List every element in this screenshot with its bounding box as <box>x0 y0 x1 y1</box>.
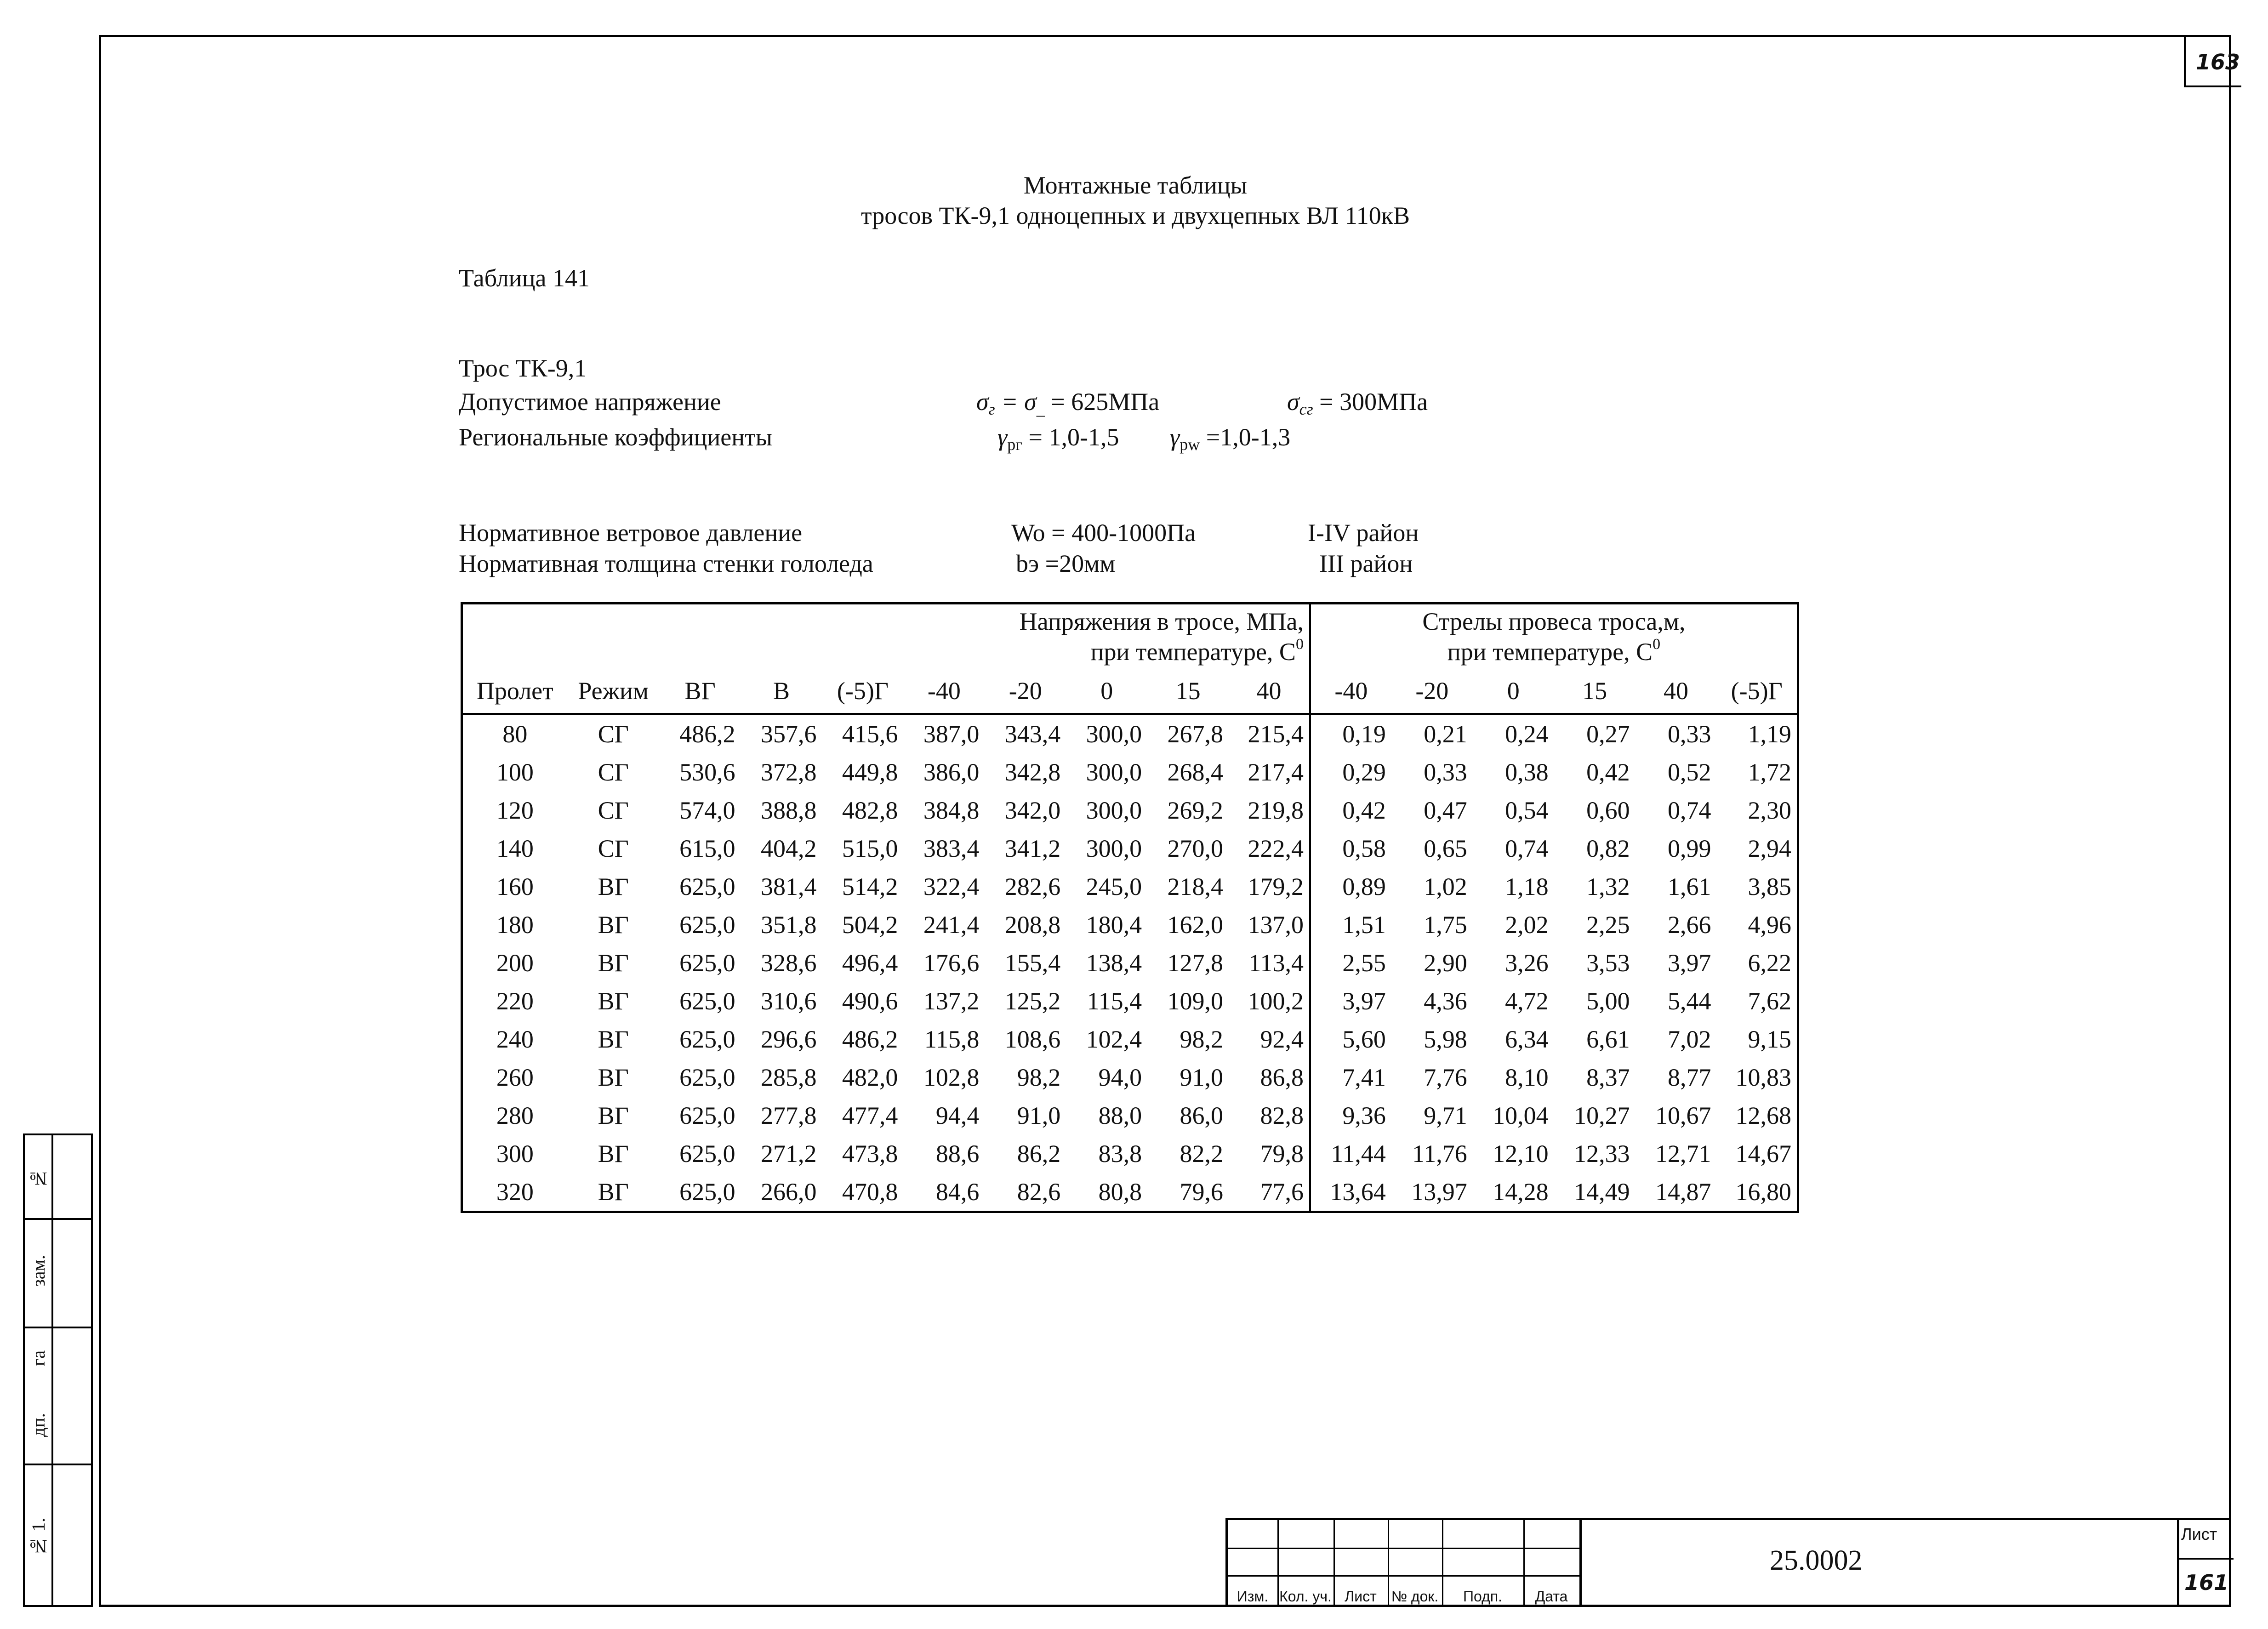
sag-cell: 14,67 <box>1735 1139 1791 1168</box>
stress-cell: 91,0 <box>1180 1063 1224 1091</box>
stress-cell: 342,8 <box>1004 758 1061 786</box>
col-header: 0 <box>1066 669 1147 714</box>
sag-cell: 6,34 <box>1505 1025 1549 1053</box>
stress-cell: 277,8 <box>761 1101 817 1129</box>
stress-cell: 208,8 <box>1004 911 1061 939</box>
col-header: Пролет <box>462 669 567 714</box>
sag-cell: 1,72 <box>1748 758 1791 786</box>
sag-cell: 12,68 <box>1735 1101 1791 1129</box>
stress-cell: 341,2 <box>1004 834 1061 862</box>
sag-cell: 1,32 <box>1586 872 1630 900</box>
stress-cell: 473,8 <box>842 1139 898 1168</box>
span-cell: 100 <box>496 758 534 786</box>
stress-cell: 79,6 <box>1180 1178 1224 1206</box>
sag-cell: 0,74 <box>1667 796 1711 824</box>
sheet-label: Лист <box>2181 1525 2217 1544</box>
document-title <box>552 170 1719 231</box>
side-label: дп. <box>28 1413 49 1437</box>
stress-cell: 77,6 <box>1260 1178 1304 1206</box>
col-header: 0 <box>1473 669 1554 714</box>
stress-cell: 155,4 <box>1004 949 1061 977</box>
stress-cell: 381,4 <box>761 872 817 900</box>
table-row <box>462 829 1798 867</box>
col-header: -40 <box>1310 669 1391 714</box>
span-cell: 140 <box>496 834 534 862</box>
col-header: 40 <box>1229 669 1310 714</box>
stress-cell: 351,8 <box>761 911 817 939</box>
sag-cell: 16,80 <box>1735 1178 1791 1206</box>
sag-cell: 0,27 <box>1586 720 1630 748</box>
stress-cell: 115,8 <box>924 1025 980 1053</box>
mode-cell: ВГ <box>598 1178 629 1206</box>
stress-cell: 180,4 <box>1086 911 1142 939</box>
stress-cell: 222,4 <box>1248 834 1304 862</box>
stress-cell: 125,2 <box>1004 987 1061 1015</box>
sag-cell: 8,10 <box>1505 1063 1549 1091</box>
sag-group-header: Стрелы провеса троса,м, при температуре, $С^0$ <box>1310 604 1798 669</box>
title-line-1: Монтажные таблицы <box>1023 171 1248 199</box>
wind-pressure-value: Wo = 400-1000Па <box>1011 519 1196 547</box>
group-header-row <box>462 604 1798 669</box>
stress-cell: 625,0 <box>679 872 735 900</box>
stress-group-header: Напряжения в тросе, МПа, при температуре, $С^0$ <box>1019 608 1304 666</box>
title-block-col-doc: № док. <box>1391 1588 1439 1605</box>
stress-cell: 625,0 <box>679 1178 735 1206</box>
col-header: В <box>741 669 822 714</box>
sag-cell: 10,27 <box>1574 1101 1630 1129</box>
stress-cell: 82,6 <box>1017 1178 1061 1206</box>
col-header: 40 <box>1635 669 1717 714</box>
sag-cell: 13,97 <box>1411 1178 1467 1206</box>
sag-cell: 0,65 <box>1424 834 1467 862</box>
stress-cell: 108,6 <box>1004 1025 1061 1053</box>
side-label: № 1. <box>28 1518 49 1557</box>
mode-cell: ВГ <box>598 1063 629 1091</box>
sag-cell: 0,24 <box>1505 720 1549 748</box>
stress-cell: 138,4 <box>1086 949 1142 977</box>
sag-cell: 14,87 <box>1655 1178 1711 1206</box>
stress-cell: 92,4 <box>1260 1025 1304 1053</box>
sag-cell: 3,53 <box>1586 949 1630 977</box>
sag-cell: 0,47 <box>1424 796 1467 824</box>
sag-cell: 9,15 <box>1748 1025 1791 1053</box>
sag-cell: 3,97 <box>1310 982 1391 1020</box>
sag-cell: 6,61 <box>1586 1025 1630 1053</box>
sag-cell: 1,75 <box>1424 911 1467 939</box>
stress-cell: 215,4 <box>1248 720 1304 748</box>
stress-cell: 415,6 <box>842 720 898 748</box>
stress-cell: 300,0 <box>1086 758 1142 786</box>
sag-cell: 12,71 <box>1655 1139 1711 1168</box>
sag-cell: 11,76 <box>1412 1139 1467 1168</box>
stress-cell: 477,4 <box>842 1101 898 1129</box>
stress-cell: 496,4 <box>842 949 898 977</box>
sag-cell: 2,30 <box>1748 796 1791 824</box>
col-header: -20 <box>1391 669 1473 714</box>
col-header: Режим <box>567 669 660 714</box>
stress-cell: 218,4 <box>1167 872 1224 900</box>
sag-cell: 0,89 <box>1310 867 1391 906</box>
stress-cell: 625,0 <box>679 1063 735 1091</box>
allowed-stress-formula: $\sigma_г = \sigma_{\_} = 625МПа$ <box>976 388 1160 418</box>
stress-cell: 98,2 <box>1180 1025 1224 1053</box>
table-row <box>462 1096 1798 1134</box>
stress-cell: 102,8 <box>923 1063 980 1091</box>
table-row <box>462 1134 1798 1173</box>
stress-cell: 137,2 <box>923 987 980 1015</box>
stress-cell: 82,2 <box>1180 1139 1224 1168</box>
stress-cell: 490,6 <box>842 987 898 1015</box>
stress-cell: 84,6 <box>935 1178 980 1206</box>
sag-cell: 8,77 <box>1667 1063 1711 1091</box>
sag-cell: 5,98 <box>1424 1025 1467 1053</box>
sag-cell: 0,74 <box>1505 834 1549 862</box>
sag-cell: 0,82 <box>1586 834 1630 862</box>
stress-cell: 615,0 <box>679 834 735 862</box>
span-cell: 300 <box>496 1139 534 1168</box>
stress-cell: 486,2 <box>842 1025 898 1053</box>
table-row <box>462 906 1798 944</box>
sag-cell: 0,42 <box>1586 758 1630 786</box>
stress-cell: 388,8 <box>761 796 817 824</box>
stress-cell: 271,2 <box>761 1139 817 1168</box>
sag-cell: 6,22 <box>1748 949 1791 977</box>
stress-cell: 282,6 <box>1004 872 1061 900</box>
mode-cell: ВГ <box>598 872 629 900</box>
stress-cell: 328,6 <box>761 949 817 977</box>
sag-cell: 0,29 <box>1310 753 1391 791</box>
mode-cell: СГ <box>598 758 629 786</box>
sag-cell: 0,42 <box>1310 791 1391 829</box>
sag-cell: 4,96 <box>1748 911 1791 939</box>
stress-cell: 404,2 <box>761 834 817 862</box>
sag-cell: 0,60 <box>1586 796 1630 824</box>
stress-cell: 91,0 <box>1017 1101 1061 1129</box>
stress-cell: 86,2 <box>1017 1139 1061 1168</box>
sag-cell: 9,36 <box>1310 1096 1391 1134</box>
column-header-row <box>462 669 1798 714</box>
stress-cell: 322,4 <box>923 872 980 900</box>
sag-cell: 10,04 <box>1493 1101 1549 1129</box>
span-cell: 220 <box>496 987 534 1015</box>
sag-cell: 1,61 <box>1667 872 1711 900</box>
span-cell: 80 <box>502 720 528 748</box>
stress-cell: 179,2 <box>1248 872 1304 900</box>
span-cell: 160 <box>496 872 534 900</box>
stress-cell: 482,8 <box>842 796 898 824</box>
sag-cell: 2,55 <box>1310 944 1391 982</box>
stress-cell: 372,8 <box>761 758 817 786</box>
mode-cell: ВГ <box>598 1139 629 1168</box>
mode-cell: СГ <box>598 834 629 862</box>
stress-cell: 310,6 <box>761 987 817 1015</box>
mode-cell: ВГ <box>598 1101 629 1129</box>
sag-cell: 9,71 <box>1424 1101 1467 1129</box>
stress-cell: 300,0 <box>1086 796 1142 824</box>
sag-cell: 11,44 <box>1310 1134 1391 1173</box>
stress-cell: 486,2 <box>679 720 735 748</box>
stress-cell: 176,6 <box>923 949 980 977</box>
sag-cell: 0,33 <box>1424 758 1467 786</box>
side-stamp <box>23 1133 93 1607</box>
page-number-bottom: 161 <box>2184 1570 2229 1595</box>
stress-cell: 102,4 <box>1086 1025 1142 1053</box>
table-row <box>462 1020 1798 1058</box>
table-row <box>462 1058 1798 1096</box>
sag-cell: 5,60 <box>1310 1020 1391 1058</box>
title-block-col-kol: Кол. уч. <box>1279 1588 1332 1605</box>
sag-cell: 0,58 <box>1310 829 1391 867</box>
sag-cell: 0,33 <box>1667 720 1711 748</box>
stress-cell: 482,0 <box>842 1063 898 1091</box>
stress-cell: 625,0 <box>679 1139 735 1168</box>
col-header: ВГ <box>660 669 741 714</box>
side-label: зам. <box>28 1255 49 1287</box>
ice-thickness-value: bэ =20мм <box>1016 550 1116 577</box>
stress-cell: 88,0 <box>1098 1101 1142 1129</box>
stress-cell: 267,8 <box>1167 720 1224 748</box>
page-number-top: 163 <box>2196 50 2240 74</box>
col-header: -40 <box>903 669 985 714</box>
table-row <box>462 1173 1798 1212</box>
col-header: 15 <box>1147 669 1229 714</box>
sag-cell: 5,44 <box>1667 987 1711 1015</box>
table-row <box>462 944 1798 982</box>
stress-cell: 625,0 <box>679 911 735 939</box>
span-cell: 180 <box>496 911 534 939</box>
stress-cell: 449,8 <box>842 758 898 786</box>
stress-cell: 219,8 <box>1248 796 1304 824</box>
sag-cell: 0,52 <box>1667 758 1711 786</box>
stress-cell: 113,4 <box>1248 949 1304 977</box>
sag-cell: 0,99 <box>1667 834 1711 862</box>
stress-cell: 115,4 <box>1087 987 1142 1015</box>
ice-region: III район <box>1319 550 1413 577</box>
col-header: 15 <box>1554 669 1635 714</box>
stress-cell: 83,8 <box>1098 1139 1142 1168</box>
stress-cell: 86,8 <box>1260 1063 1304 1091</box>
stress-cell: 386,0 <box>923 758 980 786</box>
stress-cell: 515,0 <box>842 834 898 862</box>
stress-cell: 387,0 <box>923 720 980 748</box>
stress-cell: 574,0 <box>679 796 735 824</box>
title-block-col-podp: Подп. <box>1463 1588 1502 1605</box>
sag-cell: 13,64 <box>1310 1173 1391 1212</box>
sag-cell: 0,21 <box>1424 720 1467 748</box>
mounting-table <box>461 602 1799 1213</box>
table-label: Таблица 141 <box>459 264 590 292</box>
stress-cell: 88,6 <box>935 1139 980 1168</box>
stress-cell: 342,0 <box>1004 796 1061 824</box>
sag-cell: 2,66 <box>1667 911 1711 939</box>
title-block <box>1225 1518 2231 1607</box>
stress-cell: 270,0 <box>1167 834 1224 862</box>
mode-cell: СГ <box>598 796 629 824</box>
span-cell: 260 <box>496 1063 534 1091</box>
stress-cell: 82,8 <box>1260 1101 1304 1129</box>
title-line-2: тросов ТК-9,1 одноцепных и двухцепных ВЛ 110кВ <box>860 202 1410 229</box>
sag-cell: 10,83 <box>1735 1063 1791 1091</box>
stress-cell: 296,6 <box>761 1025 817 1053</box>
page-number-box-top <box>2184 37 2241 87</box>
stress-cell: 470,8 <box>842 1178 898 1206</box>
regional-coef-label: Региональные коэффициенты <box>459 423 773 451</box>
stress-cell: 625,0 <box>679 949 735 977</box>
sag-cell: 5,00 <box>1586 987 1630 1015</box>
sag-cell: 7,62 <box>1748 987 1791 1015</box>
side-label: га <box>28 1350 49 1367</box>
sag-cell: 4,72 <box>1505 987 1549 1015</box>
sag-cell: 1,02 <box>1424 872 1467 900</box>
sag-cell: 3,97 <box>1667 949 1711 977</box>
stress-cell: 162,0 <box>1167 911 1224 939</box>
sag-cell: 14,49 <box>1574 1178 1630 1206</box>
table-row <box>462 791 1798 829</box>
span-cell: 120 <box>496 796 534 824</box>
stress-cell: 300,0 <box>1086 834 1142 862</box>
ice-thickness-label: Нормативная толщина стенки гололеда <box>459 550 873 577</box>
mode-cell: ВГ <box>598 911 629 939</box>
sag-cell: 7,41 <box>1310 1058 1391 1096</box>
sag-cell: 2,25 <box>1586 911 1630 939</box>
table-body <box>462 714 1798 1212</box>
stress-cell: 86,0 <box>1180 1101 1224 1129</box>
stress-cell: 357,6 <box>761 720 817 748</box>
stress-cell: 137,0 <box>1248 911 1304 939</box>
sag-cell: 7,02 <box>1667 1025 1711 1053</box>
mode-cell: ВГ <box>598 1025 629 1053</box>
stress-cell: 79,8 <box>1260 1139 1304 1168</box>
sag-cell: 14,28 <box>1493 1178 1549 1206</box>
mode-cell: ВГ <box>598 949 629 977</box>
stress-cell: 245,0 <box>1086 872 1142 900</box>
stress-cell: 285,8 <box>761 1063 817 1091</box>
sag-cell: 3,85 <box>1748 872 1791 900</box>
mode-cell: СГ <box>598 720 629 748</box>
sag-cell: 0,19 <box>1310 714 1391 753</box>
document-code: 25.0002 <box>1770 1545 1863 1576</box>
sag-cell: 7,76 <box>1424 1063 1467 1091</box>
stress-cell: 94,4 <box>935 1101 980 1129</box>
critical-stress-formula: $\sigma_{сг} = 300МПа$ <box>1287 388 1428 418</box>
table-row <box>462 714 1798 753</box>
sag-cell: 8,37 <box>1586 1063 1630 1091</box>
sag-cell: 1,18 <box>1505 872 1549 900</box>
table-row <box>462 867 1798 906</box>
stress-cell: 383,4 <box>923 834 980 862</box>
stress-cell: 625,0 <box>679 1101 735 1129</box>
stress-cell: 100,2 <box>1248 987 1304 1015</box>
sag-cell: 0,54 <box>1505 796 1549 824</box>
sag-cell: 10,67 <box>1655 1101 1711 1129</box>
col-header: (-5)Г <box>822 669 904 714</box>
allowed-stress-label: Допустимое напряжение <box>459 388 721 416</box>
sag-cell: 12,33 <box>1574 1139 1630 1168</box>
cable-name: Трос ТК-9,1 <box>459 354 587 382</box>
sag-cell: 0,38 <box>1505 758 1549 786</box>
stress-cell: 504,2 <box>842 911 898 939</box>
stress-cell: 98,2 <box>1017 1063 1061 1091</box>
sag-cell: 2,94 <box>1748 834 1791 862</box>
sag-cell: 2,02 <box>1505 911 1549 939</box>
col-header: -20 <box>985 669 1066 714</box>
sag-cell: 12,10 <box>1493 1139 1549 1168</box>
stress-cell: 109,0 <box>1167 987 1224 1015</box>
sag-cell: 3,26 <box>1505 949 1549 977</box>
stress-cell: 241,4 <box>923 911 980 939</box>
sag-cell: 4,36 <box>1424 987 1467 1015</box>
table-row <box>462 753 1798 791</box>
regional-coef-pw: $\gamma_{pw} =1,0-1,3$ <box>1170 423 1291 454</box>
regional-coef-pg: $\gamma_{рг} = 1,0-1,5$ <box>997 423 1119 454</box>
side-label: № <box>28 1168 49 1190</box>
title-block-col-izm: Изм. <box>1237 1588 1269 1605</box>
stress-cell: 268,4 <box>1167 758 1224 786</box>
stress-cell: 269,2 <box>1167 796 1224 824</box>
stress-cell: 94,0 <box>1098 1063 1142 1091</box>
title-block-col-date: Дата <box>1535 1588 1568 1605</box>
stress-cell: 217,4 <box>1248 758 1304 786</box>
stress-cell: 300,0 <box>1086 720 1142 748</box>
stress-cell: 266,0 <box>761 1178 817 1206</box>
stress-cell: 625,0 <box>679 987 735 1015</box>
stress-cell: 384,8 <box>923 796 980 824</box>
stress-cell: 343,4 <box>1004 720 1061 748</box>
wind-pressure-label: Нормативное ветровое давление <box>459 519 803 547</box>
title-block-col-list: Лист <box>1345 1588 1377 1605</box>
stress-cell: 530,6 <box>679 758 735 786</box>
stress-cell: 514,2 <box>842 872 898 900</box>
stress-cell: 80,8 <box>1098 1178 1142 1206</box>
mode-cell: ВГ <box>598 987 629 1015</box>
col-header: (-5)Г <box>1716 669 1798 714</box>
span-cell: 240 <box>496 1025 534 1053</box>
stress-cell: 127,8 <box>1167 949 1224 977</box>
stress-cell: 625,0 <box>679 1025 735 1053</box>
sag-cell: 2,90 <box>1424 949 1467 977</box>
sag-cell: 1,51 <box>1310 906 1391 944</box>
span-cell: 200 <box>496 949 534 977</box>
span-cell: 280 <box>496 1101 534 1129</box>
sag-cell: 1,19 <box>1748 720 1791 748</box>
wind-region: I-IV район <box>1308 519 1419 547</box>
table-row <box>462 982 1798 1020</box>
span-cell: 320 <box>496 1178 534 1206</box>
